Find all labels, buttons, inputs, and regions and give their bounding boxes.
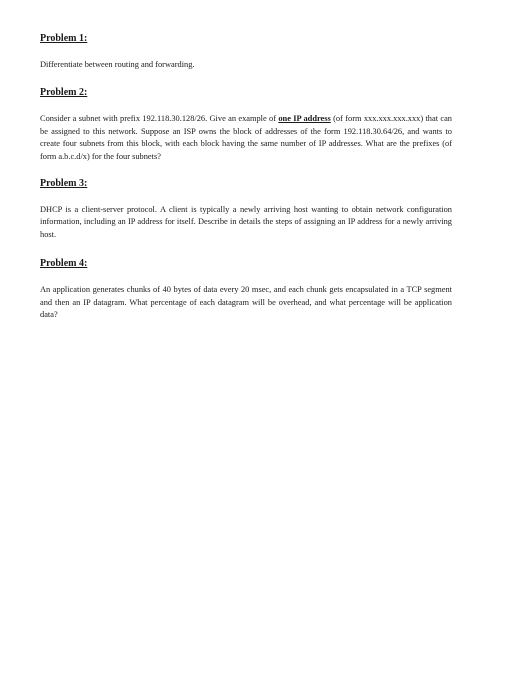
problem-3-text: DHCP is a client-server protocol. A client is typically a newly arriving host wanting to obtain network configuration information, including an IP address for itself. Describe in details the steps of assigning an IP address for a newly arriving host. — [40, 205, 452, 239]
problem-1-heading: Problem 1: — [40, 33, 88, 44]
problem-4 — [40, 257, 452, 321]
problem-2-text — [40, 113, 452, 163]
problem-1-text: Differentiate between routing and forwarding. — [40, 60, 195, 69]
problem-1 — [40, 32, 452, 71]
problem-2-text-after: (of form xxx.xxx.xxx.xxx) that can be assigned to this network. Suppose an ISP owns the block of addresses of the form 192.118.30.64/26, and wants to create four subnets from this block, with each block having the same number of IP addresses. What are the prefixes (of form a.b.c.d/x) for the four subnets? — [40, 114, 452, 161]
problem-3-heading: Problem 3: — [40, 178, 88, 190]
problem-4-heading: Problem 4: — [40, 258, 88, 270]
document-page — [40, 32, 452, 321]
problem-2-text-before: Consider a subnet with prefix 192.118.30.128/26. Give an example of — [40, 114, 279, 124]
problem-3 — [40, 177, 452, 241]
problem-2-emphasis: one IP address — [278, 114, 331, 124]
problem-2 — [40, 86, 452, 163]
problem-4-text: An application generates chunks of 40 bytes of data every 20 msec, and each chunk gets encapsulated in a TCP segment and then an IP datagram. What percentage of each datagram will be overhead, and what percentage will be application data? — [40, 285, 452, 320]
problem-2-heading: Problem 2: — [40, 87, 88, 99]
